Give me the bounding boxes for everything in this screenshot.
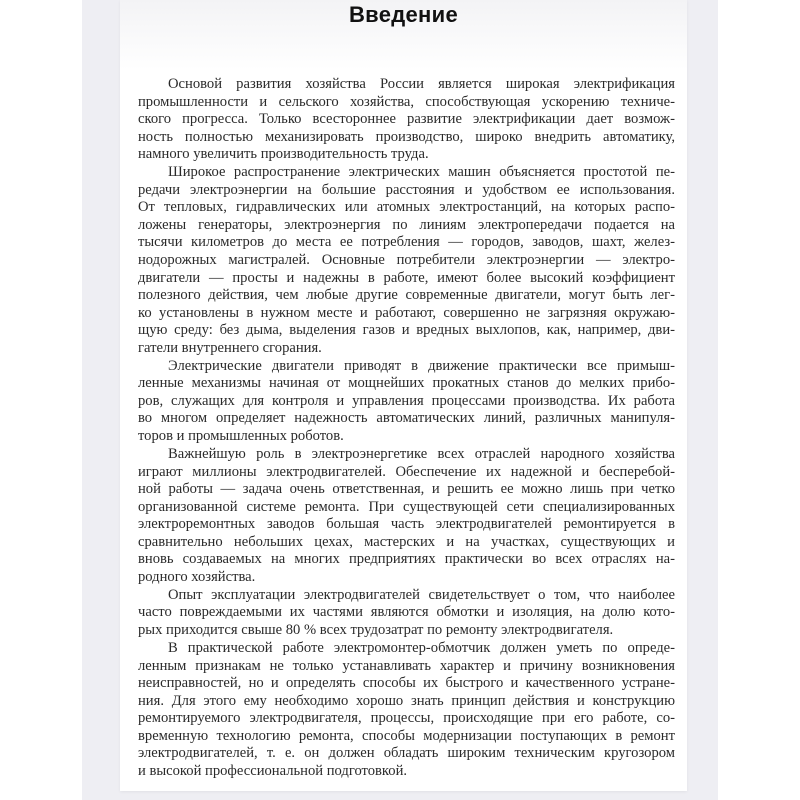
text-line: родного хозяйства. [138,568,256,585]
text-line: Широкое распространение электрических машин объясняется простотой пе- [168,164,675,181]
paragraph [138,640,675,780]
text-line: электродвигателей, т. е. он должен обладать широким техническим кругозором [138,745,675,762]
text-line: ной работы — задача очень ответственная, и решить ее можно лишь при четко [138,481,675,498]
text-line: ность полностью механизировать производство, широко внедрить автоматику, [138,128,675,145]
text-line: Опыт эксплуатации электродвигателей свидетельствует о том, что наиболее [168,586,675,603]
paragraph [138,587,675,640]
page-title: Введение [348,2,458,27]
text-line: ложены генераторы, электроэнергия по линиям электропередачи подается на [138,216,675,233]
text-line: Электрические двигатели приводят в движение практически все примыш- [168,357,675,374]
text-line: временную технологию ремонта, способы модернизации поступающих в ремонт [138,727,675,744]
text-line: ского прогресса. Только всестороннее развитие электрификации дает возмож- [138,111,675,128]
text-line: и высокой профессиональной подготовкой. [138,762,408,779]
text-line: ленные механизмы начиная от мощнейших прокатных станов до мелких прибо- [138,375,675,392]
text-line: торов и промышленных роботов. [138,427,344,444]
text-line: электроремонтных заводов большая часть электродвигателей ремонтируется в [138,516,675,533]
paragraph [138,358,675,446]
paragraph [138,446,675,586]
text-line: щую среду: без дыма, выделения газов и вредных выхлопов, как, например, дви- [138,322,675,339]
text-line: гатели внутреннего сгорания. [138,339,322,356]
text-line: нодорожных магистралей. Основные потребители электроэнергии — электро- [138,251,675,268]
text-line: организованной системе ремонта. При существующей сети специализированных [138,498,675,515]
text-line: промышленности и сельского хозяйства, способствующая ускорению техниче- [138,93,675,110]
text-line: Важнейшую роль в электроэнергетике всех отраслей народного хозяйства [168,445,675,462]
text-line: играют миллионы электродвигателей. Обеспечение их надежной и бесперебой- [138,463,675,480]
text-line: во многом определяет надежность автоматических линий, различных манипуля- [138,410,675,427]
text-line: ния. Для этого ему необходимо хорошо знать принцип действия и конструкцию [138,692,675,709]
text-line: ремонтируемого электродвигателя, процессы, происходящие при его работе, со- [138,710,675,727]
text-line: намного увеличить производительность труда. [138,146,429,163]
text-line: тысячи километров до места ее потребления — городов, заводов, шахт, желез- [138,234,675,251]
text-line: неисправностей, но и определять способы их быстрого и качественного устране- [138,675,675,692]
paragraph [138,164,675,357]
text-line: ленным признакам не только устанавливать характер и причину возникновения [138,657,675,674]
text-line: полезного действия, чем любые другие современные двигатели, могут быть лег- [138,287,675,304]
text-line: рых приходится свыше 80 % всех трудозатрат по ремонту электродвигателя. [138,621,614,638]
text-line: двигатели — просты и надежны в работе, имеют более высокий коэффициент [138,269,675,286]
text-line: ко установлены в нужном месте и работают, совершенно не загрязняя окружаю- [138,304,675,321]
text-line: часто повреждаемыми их частями являются обмотки и изоляция, на долю кото- [138,604,675,621]
text-line: От тепловых, гидравлических или атомных электростанций, на которых распо- [138,199,675,216]
document-page [120,0,687,791]
paragraph [138,76,675,164]
text-line: ров, служащих для контроля и управления процессами производства. Их работа [138,392,675,409]
text-line: вновь создаваемых на многих предприятиях практически во всех отраслях на- [138,551,675,568]
text-line: В практической работе электромонтер-обмотчик должен уметь по опреде- [168,640,675,656]
text-line: Основой развития хозяйства России является широкая электрификация [168,76,675,92]
text-line: сравнительно небольших цехах, мастерских и на участках, существующих и [138,533,675,550]
text-line: редачи электроэнергии на большие расстояния и удобством ее использования. [138,181,675,198]
document-body [138,76,675,780]
